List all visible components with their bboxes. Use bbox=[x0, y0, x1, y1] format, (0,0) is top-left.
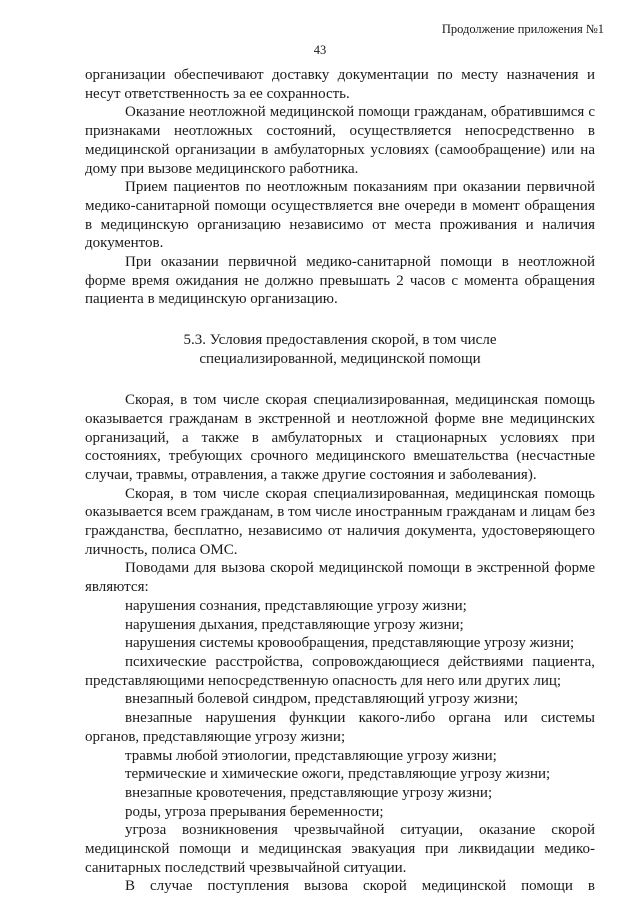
list-item: травмы любой этиологии, представляющие угрозу жизни; bbox=[125, 747, 497, 764]
paragraph: Скорая, в том числе скорая специализированная, медицинская помощь оказывается всем гражданам, в том числе иностранным гражданам и лицам без гражданства, бесплатно, независимо от наличия документа, удостоверяющего личность, полиса ОМС. bbox=[85, 485, 595, 558]
list-item: внезапные кровотечения, представляющие угрозу жизни; bbox=[125, 784, 493, 801]
paragraph: Прием пациентов по неотложным показаниям при оказании первичной медико-санитарной помощи осуществляется вне очереди в момент обращения в медицинскую организацию независимо от места проживания и наличия документов. bbox=[85, 179, 595, 252]
section-heading bbox=[85, 331, 595, 369]
list-item: роды, угроза прерывания беременности; bbox=[125, 803, 384, 820]
list-item: термические и химические ожоги, представляющие угрозу жизни; bbox=[125, 766, 551, 783]
document-body bbox=[85, 66, 595, 896]
list-item: внезапные нарушения функции какого-либо органа или системы органов, представляющие угрозу жизни; bbox=[85, 710, 595, 745]
list-item: нарушения сознания, представляющие угрозу жизни; bbox=[125, 597, 467, 614]
paragraph: В случае поступления вызова скорой медицинской помощи в bbox=[125, 878, 595, 895]
paragraph: Скорая, в том числе скорая специализированная, медицинская помощь оказывается гражданам в экстренной и неотложной форме вне медицинских организаций, а также в амбулаторных и стационарных условиях при состояниях, требующих срочного медицинского вмешательства (несчастные случаи, травмы, отравления, а также другие состояния и заболевания). bbox=[85, 392, 595, 483]
paragraph: При оказании первичной медико-санитарной помощи в неотложной форме время ожидания не должно превышать 2 часов с момента обращения пациента в медицинскую организацию. bbox=[85, 254, 595, 308]
list-item: нарушения дыхания, представляющие угрозу жизни; bbox=[125, 616, 464, 633]
paragraph: Оказание неотложной медицинской помощи гражданам, обратившимся с признаками неотложных состояний, осуществляется непосредственно в медицинской организации в амбулаторных условиях (самообращение) или на дому при вызове медицинского работника. bbox=[85, 104, 595, 177]
appendix-note: Продолжение приложения №1 bbox=[441, 22, 604, 36]
section-title-line: специализированной, медицинской помощи bbox=[199, 351, 481, 368]
list-item: внезапный болевой синдром, представляющий угрозу жизни; bbox=[125, 691, 519, 708]
list-item: угроза возникновения чрезвычайной ситуации, оказание скорой медицинской помощи и медицинская эвакуация при ликвидации медико-санитарных последствий чрезвычайной ситуации. bbox=[85, 822, 595, 876]
list-item: нарушения системы кровообращения, представляющие угрозу жизни; bbox=[125, 635, 575, 652]
section-title-line: 5.3. Условия предоставления скорой, в том числе bbox=[183, 332, 497, 349]
paragraph: организации обеспечивают доставку документации по месту назначения и несут ответственность за ее сохранность. bbox=[85, 67, 595, 102]
list-item: психические расстройства, сопровождающиеся действиями пациента, представляющими непосредственную опасность для него или других лиц; bbox=[85, 653, 595, 689]
page-number: 43 bbox=[313, 43, 327, 57]
paragraph: Поводами для вызова скорой медицинской помощи в экстренной форме являются: bbox=[85, 560, 595, 596]
